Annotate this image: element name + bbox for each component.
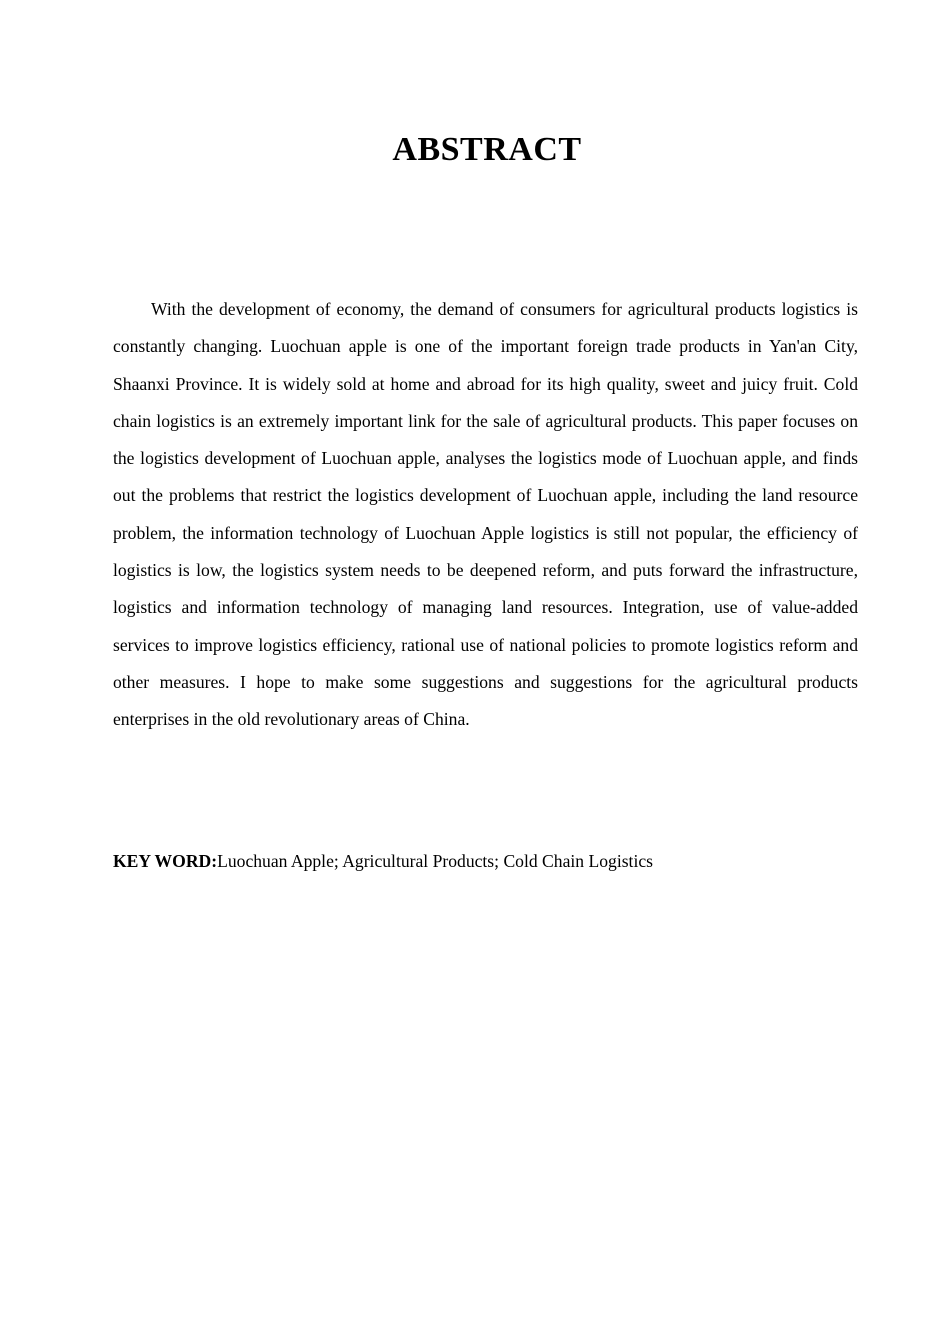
keywords-text: Luochuan Apple; Agricultural Products; Cold Chain Logistics <box>217 851 653 871</box>
abstract-paragraph: With the development of economy, the demand of consumers for agricultural products logistics is constantly changing. Luochuan apple is one of the important foreign trade products in Yan'an City, Shaanxi Province. It is widely sold at home and abroad for its high quality, sweet and juicy fruit. Cold chain logistics is an extremely important link for the sale of agricultural products. This paper focuses on the logistics development of Luochuan apple, analyses the logistics mode of Luochuan apple, and finds out the problems that restrict the logistics development of Luochuan apple, including the land resource problem, the information technology of Luochuan Apple logistics is still not popular, the efficiency of logistics is low, the logistics system needs to be deepened reform, and puts forward the infrastructure, logistics and information technology of managing land resources. Integration, use of value-added services to improve logistics efficiency, rational use of national policies to promote logistics reform and other measures. I hope to make some suggestions and suggestions for the agricultural products enterprises in the old revolutionary areas of China. <box>113 299 858 730</box>
abstract-title: ABSTRACT <box>392 131 582 168</box>
keywords-label: KEY WORD: <box>113 851 218 871</box>
keywords-line <box>113 843 858 879</box>
